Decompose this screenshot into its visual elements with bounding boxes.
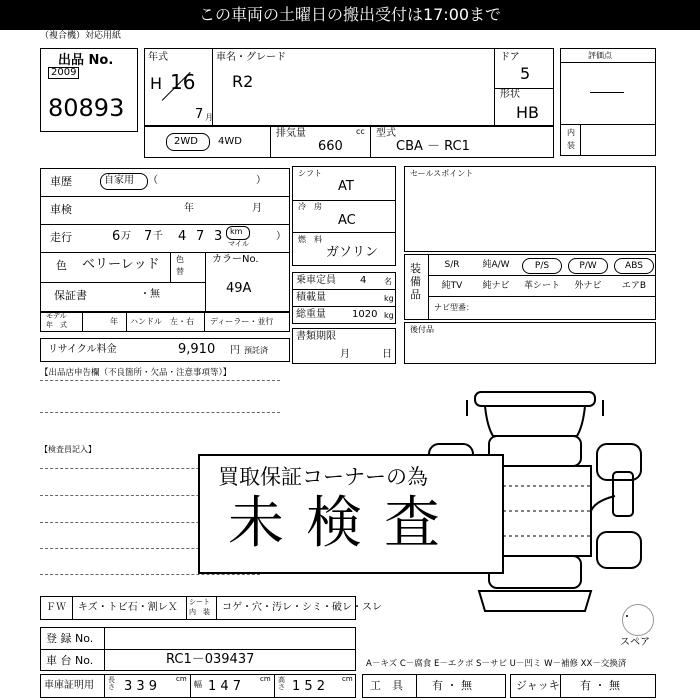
shape-label: 形状 — [500, 89, 520, 100]
color-label: 色 — [56, 259, 67, 272]
seller-notes-label: 【出品店申告欄（不良箇所・欠品・注意事項等）】 — [40, 368, 232, 378]
spare-label: スペア — [620, 637, 650, 648]
mileage-label: 走行 — [50, 231, 72, 244]
color-code-label: カラーNo. — [212, 254, 259, 265]
model-value: R2 — [232, 72, 254, 91]
equipment-item: 外ナビ — [574, 281, 602, 291]
spare-circle — [622, 604, 654, 636]
displacement-unit: cc — [356, 127, 365, 136]
recycle-label: リサイクル料金 — [48, 344, 117, 355]
equipment-item: ABS — [614, 258, 654, 274]
warranty-value: ・無 — [140, 289, 160, 300]
stamp-line1: 買取保証コーナーの為 — [218, 465, 428, 489]
equipment-item: P/W — [568, 258, 608, 274]
sales-point-label: セールスポイント — [410, 169, 474, 178]
fuel-value: ガソリン — [326, 245, 379, 260]
displacement-value: 660 — [318, 139, 343, 154]
year-month-unit: 月 — [205, 113, 213, 122]
color-code: 49A — [226, 281, 252, 296]
history-label: 車歴 — [50, 175, 72, 188]
rating-inner-1: 内 — [567, 128, 575, 137]
rating-label: 評価点 — [588, 51, 612, 60]
ac-value: AC — [338, 213, 356, 228]
header-note: （複合機）対応用紙 — [40, 31, 122, 41]
year-label: 年式 — [148, 52, 168, 63]
stamp-line2: 未検査 — [228, 491, 462, 556]
year-era: H — [150, 74, 163, 93]
drive-2wd: 2WD — [174, 136, 198, 147]
damage-legend: A－キズ C－腐食 E－エクボ S－サビ U－凹ミ W－補修 XX－交換済 — [366, 659, 627, 669]
recycle-value: 9,910 — [178, 342, 216, 357]
equipment-item: エアB — [621, 281, 647, 291]
after-parts-box — [404, 322, 656, 364]
equipment-item: 純ナビ — [482, 281, 510, 291]
chassis-label: 車 台 No. — [46, 654, 94, 667]
warranty-label: 保証書 — [54, 289, 87, 302]
equipment-item: 純TV — [441, 281, 463, 291]
equipment-item: 革シート — [523, 281, 560, 291]
rating-inner-2: 装 — [567, 141, 575, 150]
sales-point-box — [404, 166, 656, 252]
registration-label: 登 録 No. — [46, 632, 94, 645]
doors-value: 5 — [520, 64, 531, 83]
displacement-label: 排気量 — [276, 128, 306, 139]
lot-label: 出品 No. — [58, 53, 114, 68]
shape-value: HB — [516, 103, 540, 122]
navi-label: ナビ型番： — [434, 303, 474, 312]
doors-label: ドア — [500, 52, 520, 63]
shift-value: AT — [338, 179, 354, 194]
drive-4wd: 4WD — [218, 136, 242, 147]
history-value: 自家用 — [104, 175, 134, 186]
color-value: ベリーレッド — [82, 257, 160, 272]
equipment-item: P/S — [522, 258, 562, 274]
equipment-item: S/R — [444, 260, 460, 270]
inspector-notes-label: 【検査員記入】 — [40, 445, 96, 454]
inspection-label: 車検 — [50, 203, 72, 216]
lot-year-stamp: 2009 — [48, 67, 79, 79]
equipment-item: 純A/W — [482, 260, 510, 270]
year-num: 16 — [170, 70, 196, 94]
banner-text: この車両の土曜日の搬出受付は17:00まで — [198, 5, 502, 24]
lot-number: 80893 — [48, 94, 125, 122]
equipment-label: 装備品 — [410, 262, 421, 301]
model-code-value: CBA － RC1 — [396, 139, 470, 154]
model-label: 車名・グレード — [216, 52, 286, 63]
year-month: 7 — [195, 107, 204, 122]
rating-box — [560, 48, 656, 156]
model-code-label: 型式 — [376, 128, 396, 139]
chassis-value: RC1－039437 — [166, 652, 255, 667]
